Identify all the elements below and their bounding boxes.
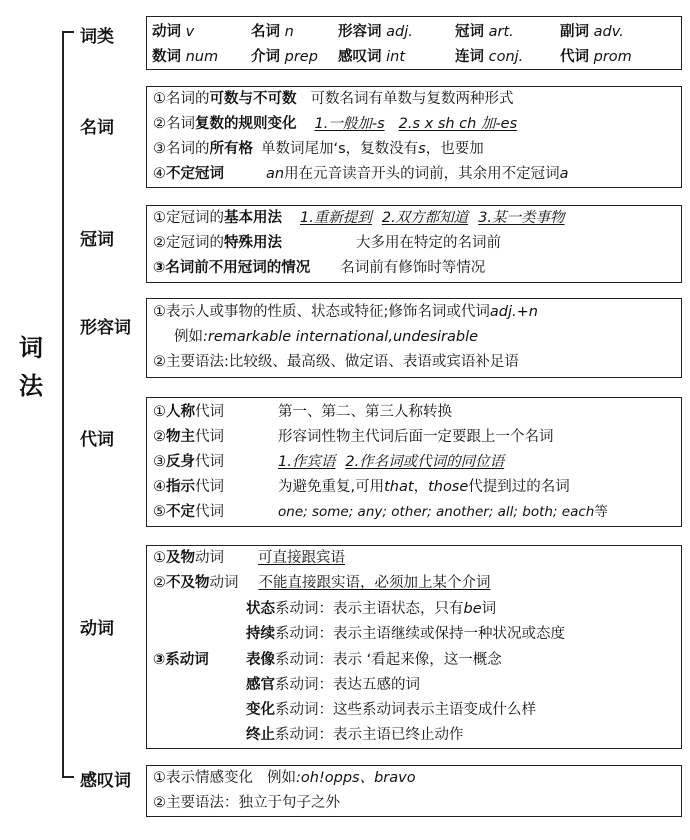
wordclass-item: 冠词 art. (455, 24, 514, 40)
bracket-top-tick (62, 31, 74, 33)
pronoun-desc: 第一、第二、第三人称转换 (278, 404, 452, 420)
category-pronoun: 代词 (80, 430, 114, 450)
pronoun-desc: 1.作宾语 2.作名词或代词的同位语 (278, 454, 505, 470)
noun-line-2: ②名词复数的规则变化 1.一般加-s 2.s x sh ch 加-es (153, 116, 518, 132)
verb-link-label: ③系动词 (153, 652, 209, 668)
noun-line-1: ①名词的可数与不可数 可数名词有单数与复数两种形式 (153, 91, 514, 107)
interjection-line-1: ①表示情感变化 例如:oh!opps、bravo (153, 770, 416, 786)
link-verb-row: 表像系动词：表示 ‘看起来像，这一概念 (246, 652, 502, 668)
interjection-line-2: ②主要语法：独立于句子之外 (153, 795, 340, 811)
link-verb-row: 持续系动词：表示主语继续或保持一种状况或态度 (246, 626, 565, 642)
pronoun-desc: 形容词性物主代词后面一定要跟上一个名词 (278, 429, 554, 445)
link-verb-row: 状态系动词：表示主语状态，只有be词 (246, 601, 497, 617)
wordclass-box (146, 16, 682, 70)
link-verb-row: 变化系动词：这些系动词表示主语变成什么样 (246, 702, 536, 718)
noun-line-4: ④不定冠词 an用在元音读音开头的词前，其余用不定冠词a (153, 166, 569, 182)
verb-line-2: ②不及物动词 不能直接跟实语，必须加上某个介词 (153, 575, 491, 591)
pronoun-row: ⑤不定代词 (153, 504, 224, 520)
wordclass-item: 动词 v (152, 24, 195, 40)
pronoun-row: ③反身代词 (153, 454, 224, 470)
adjective-line-3: ②主要语法:比较级、最高级、做定语、表语或宾语补足语 (153, 354, 519, 370)
pronoun-desc: one; some; any; other; another; all; both; each等 (278, 504, 608, 520)
pronoun-row: ①人称代词 (153, 404, 224, 420)
main-bracket (62, 31, 64, 777)
category-interjection: 感叹词 (80, 771, 131, 791)
wordclass-item: 连词 conj. (455, 49, 524, 65)
wordclass-item: 名词 n (251, 24, 294, 40)
link-verb-row: 终止系动词：表示主语已终止动作 (246, 727, 464, 743)
wordclass-item: 介词 prep (251, 49, 318, 65)
article-line-3: ③名词前不用冠词的情况 名词前有修饰时等情况 (153, 260, 486, 276)
pronoun-desc: 为避免重复,可用that，those代提到过的名词 (278, 479, 570, 495)
wordclass-item: 感叹词 int (338, 49, 406, 65)
page-title-char-2: 法 (19, 372, 43, 400)
article-line-1: ①定冠词的基本用法 1.重新提到 2.双方都知道 3.某一类事物 (153, 210, 565, 226)
category-wordclass: 词类 (80, 27, 114, 47)
wordclass-item: 形容词 adj. (338, 24, 413, 40)
adjective-line-1: ①表示人或事物的性质、状态或特征;修饰名词或代词adj.+n (153, 304, 538, 320)
adjective-line-2: 例如:remarkable international,undesirable (174, 329, 479, 345)
link-verb-row: 感官系动词：表达五感的词 (246, 677, 420, 693)
wordclass-item: 副词 adv. (560, 24, 624, 40)
wordclass-item: 代词 prom (560, 49, 632, 65)
verb-line-1: ①及物动词 可直接跟宾语 (153, 550, 345, 566)
article-line-2: ②定冠词的特殊用法 大多用在特定的名词前 (153, 235, 501, 251)
category-verb: 动词 (80, 619, 114, 639)
category-article: 冠词 (80, 230, 114, 250)
page-title-char-1: 词 (19, 334, 43, 362)
pronoun-row: ④指示代词 (153, 479, 224, 495)
pronoun-row: ②物主代词 (153, 429, 224, 445)
category-adjective: 形容词 (80, 318, 131, 338)
bracket-bottom-tick (62, 776, 74, 778)
category-noun: 名词 (80, 118, 114, 138)
wordclass-item: 数词 num (152, 49, 219, 65)
noun-line-3: ③名词的所有格 单数词尾加‘s，复数没有s，也要加 (153, 141, 484, 157)
